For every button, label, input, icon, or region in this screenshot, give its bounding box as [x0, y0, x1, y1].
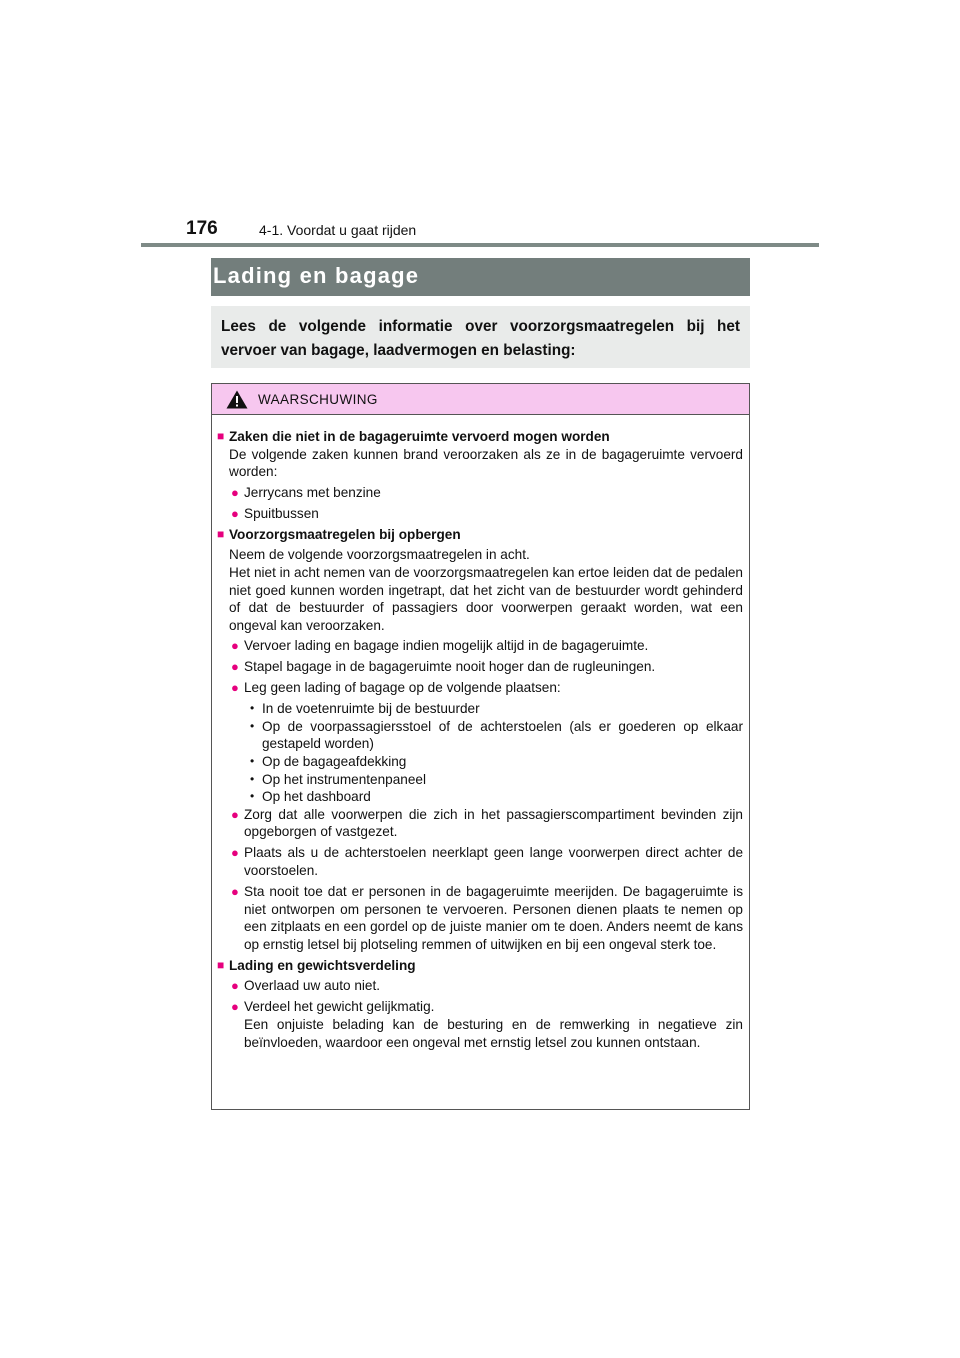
warning-subitem — [250, 718, 743, 753]
item-text: Plaats als u de achterstoelen neerklapt geen lange voorwerpen direct achter de voorstoelen. — [244, 845, 743, 878]
round-bullet-icon: ● — [231, 505, 239, 521]
item-content — [244, 679, 743, 697]
warning-header — [212, 384, 749, 415]
item-text: Op het instrumentenpaneel — [262, 771, 426, 787]
item-content — [262, 771, 743, 789]
item-text: Overlaad uw auto niet. — [244, 978, 381, 994]
warning-box — [211, 383, 750, 1110]
warning-bullet — [231, 679, 743, 697]
item-text-continued: Een onjuiste belading kan de besturing en de remwerking in negatieve zin beïnvloeden, waardoor een ongeval met ernstig letsel zou kunnen ontstaan. — [244, 1016, 743, 1050]
warning-subitem — [250, 771, 743, 789]
page-number: 176 — [186, 218, 218, 239]
warning-triangle-icon — [226, 390, 248, 409]
topic-heading: Zaken die niet in de bagageruimte vervoerd mogen worden — [229, 429, 610, 444]
item-content — [229, 526, 743, 544]
square-bullet-icon: ■ — [217, 526, 225, 541]
warning-paragraph — [229, 546, 743, 634]
warning-subitem — [250, 788, 743, 806]
item-content — [244, 883, 743, 953]
item-text: Stapel bagage in de bagageruimte nooit hoger dan de rugleuningen. — [244, 659, 656, 675]
round-bullet-icon: ● — [231, 978, 239, 994]
small-bullet-icon: • — [250, 789, 255, 804]
warning-bullet — [231, 977, 743, 995]
item-text: Leg geen lading of bagage op de volgende plaatsen: — [244, 680, 561, 696]
round-bullet-icon: ● — [231, 999, 239, 1015]
warning-subitem — [250, 753, 743, 771]
item-content — [244, 998, 743, 1051]
warning-topic — [217, 428, 743, 481]
small-bullet-icon: • — [250, 718, 255, 733]
item-text: Vervoer lading en bagage indien mogelijk altijd in de bagageruimte. — [244, 638, 649, 654]
item-content — [244, 637, 743, 655]
intro-text: Lees de volgende informatie over voorzorgsmaatregelen bij het vervoer van bagage, laadvermogen en belasting: — [211, 306, 750, 368]
topic-heading: Lading en gewichtsverdeling — [229, 957, 416, 973]
square-bullet-icon: ■ — [217, 957, 225, 972]
warning-body — [212, 415, 749, 1051]
warning-bullet — [231, 637, 743, 655]
warning-topic — [217, 526, 743, 544]
round-bullet-icon: ● — [231, 883, 239, 899]
item-text: Op de bagageafdekking — [262, 754, 407, 770]
item-content — [262, 700, 743, 718]
warning-bullet — [231, 505, 743, 523]
item-text: Op de voorpassagiersstoel of de achterstoelen (als er goederen op elkaar gestapeld worden) — [262, 718, 743, 752]
warning-topic — [217, 957, 743, 975]
item-content — [262, 788, 743, 806]
item-text: Zorg dat alle voorwerpen die zich in het passagierscompartiment bevinden zijn opgeborgen of vastgezet. — [244, 806, 743, 840]
square-bullet-icon: ■ — [217, 429, 225, 443]
topic-text: De volgende zaken kunnen brand veroorzaken als ze in de bagageruimte vervoerd worden: — [229, 446, 743, 480]
item-content — [262, 718, 743, 753]
section-title: 4-1. Voordat u gaat rijden — [259, 222, 417, 238]
item-content — [262, 753, 743, 771]
round-bullet-icon: ● — [231, 845, 239, 861]
warning-bullet — [231, 806, 743, 841]
warning-bullet — [231, 844, 743, 879]
warning-bullet — [231, 484, 743, 502]
round-bullet-icon: ● — [231, 659, 239, 675]
item-text: Verdeel het gewicht gelijkmatig. — [244, 999, 435, 1015]
item-content — [244, 505, 743, 523]
item-text: Sta nooit toe dat er personen in de bagageruimte meerijden. De bagageruimte is niet ontworpen om personen te vervoeren. Personen dienen plaats te nemen op een zitplaats en een gordel op de juiste manier om te doen. Anders neemt de kans op ernstig letsel bij plotseling remmen of uitwijken en bij een ongeval sterk toe. — [244, 883, 743, 952]
paragraph-line: Neem de volgende voorzorgsmaatregelen in acht. — [229, 547, 530, 563]
warning-bullet — [231, 998, 743, 1051]
item-content — [244, 658, 743, 676]
warning-bullet — [231, 883, 743, 953]
small-bullet-icon: • — [250, 754, 255, 769]
item-text: Spuitbussen — [244, 505, 319, 521]
round-bullet-icon: ● — [231, 680, 239, 696]
page-title: Lading en bagage — [211, 258, 750, 296]
warning-subitem — [250, 700, 743, 718]
small-bullet-icon: • — [250, 771, 255, 786]
item-text: Jerrycans met benzine — [244, 484, 381, 500]
item-content — [229, 428, 743, 481]
warning-bullet — [231, 658, 743, 676]
item-text: In de voetenruimte bij de bestuurder — [262, 701, 480, 717]
item-content — [229, 957, 743, 975]
round-bullet-icon: ● — [231, 806, 239, 822]
item-content — [244, 844, 743, 879]
header-rule — [141, 243, 819, 247]
small-bullet-icon: • — [250, 701, 255, 716]
warning-label: WAARSCHUWING — [258, 391, 378, 407]
item-text: Op het dashboard — [262, 789, 371, 805]
item-content — [244, 977, 743, 995]
item-content — [244, 806, 743, 841]
round-bullet-icon: ● — [231, 484, 239, 500]
topic-heading: Voorzorgsmaatregelen bij opbergen — [229, 526, 461, 542]
paragraph-line: Het niet in acht nemen van de voorzorgsmaatregelen kan ertoe leiden dat de pedalen niet goed kunnen worden ingetrapt, dat het zicht van de bestuurder wordt gehinderd of dat de bestuurder of passagiers door voorwerpen geraakt worden, wat een ongeval kan veroorzaken. — [229, 564, 743, 633]
round-bullet-icon: ● — [231, 638, 239, 654]
item-content — [244, 484, 743, 502]
